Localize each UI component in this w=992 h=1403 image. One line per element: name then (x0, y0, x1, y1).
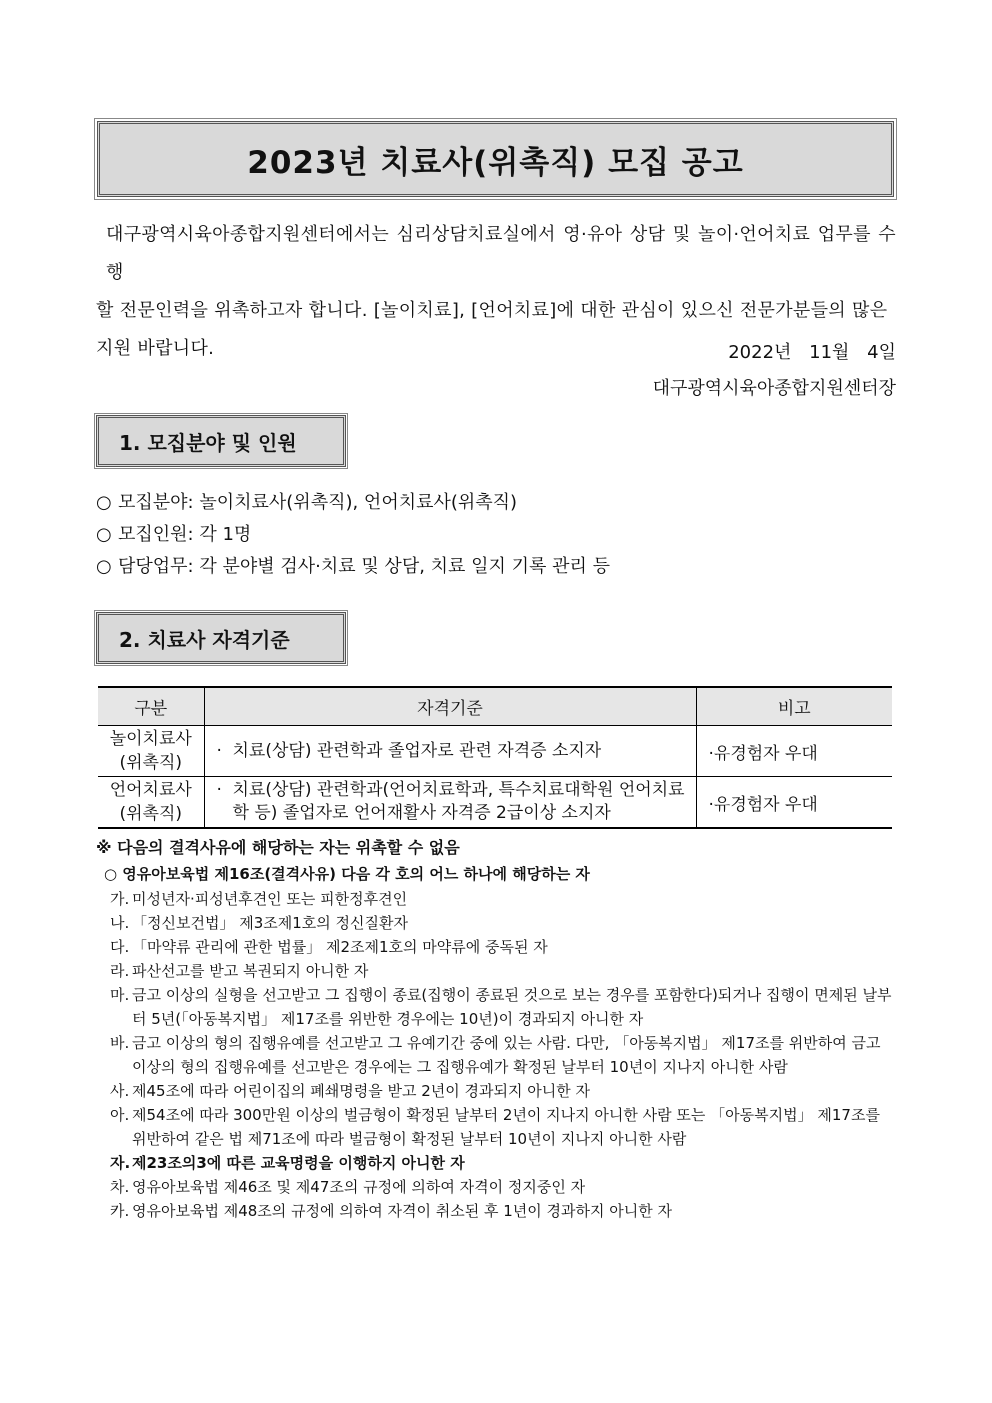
item-text: 영유아보육법 제48조의 규정에 의하여 자격이 취소된 후 1년이 경과하지 아니한 자 (132, 1202, 672, 1220)
item-text: 「정신보건법」 제3조제1호의 정신질환자 (132, 914, 408, 932)
qualification-table (98, 686, 892, 829)
criteria-text: 치료(상담) 관련학과(언어치료학과, 특수치료대학원 언어치료학 등) 졸업자로 언어재활사 자격증 2급이상 소지자 (232, 780, 685, 823)
item-marker: 다. (110, 938, 130, 956)
item-text: 파산선고를 받고 복권되지 아니한 자 (132, 962, 369, 980)
bullet-text: 담당업무: 각 분야별 검사·치료 및 상담, 치료 일지 기록 관리 등 (118, 556, 611, 577)
dot-bullet-icon: · (708, 794, 714, 815)
dot-bullet-icon: · (708, 743, 714, 764)
criteria-cell (204, 777, 696, 829)
intro-line-2: 할 전문인력을 위촉하고자 합니다. [놀이치료], [언어치료]에 대한 관심이 있으신 전문가분들의 많은 (96, 300, 888, 321)
item-marker: 라. (110, 962, 130, 980)
category-type: (위촉직) (119, 804, 183, 824)
table-header-row (98, 687, 892, 726)
criteria-text: 치료(상담) 관련학과 졸업자로 관련 자격증 소지자 (232, 740, 602, 761)
disqualification-subheading: ○ 영유아보육법 제16조(결격사유) 다음 각 호의 어느 하나에 해당하는 자 (104, 865, 590, 883)
item-text: 영유아보육법 제46조 및 제47조의 규정에 의하여 자격이 정지중인 자 (132, 1178, 586, 1196)
disqualification-heading: ※ 다음의 결격사유에 해당하는 자는 위촉할 수 없음 (96, 838, 460, 857)
circle-bullet-icon: ○ (96, 524, 112, 545)
disqualification-list (96, 887, 896, 1223)
disqualification-section (96, 835, 896, 1223)
section-1-heading: 1. 모집분야 및 인원 (96, 415, 346, 467)
list-item (110, 1175, 896, 1199)
list-item (110, 959, 896, 983)
issuing-organization: 대구광역시육아종합지원센터장 (652, 378, 896, 399)
list-item (110, 935, 896, 959)
bullet-item (96, 551, 610, 583)
bullet-item (96, 519, 610, 551)
note-cell (696, 726, 892, 777)
list-item (110, 1103, 896, 1151)
list-item (110, 983, 896, 1031)
item-marker: 차. (110, 1178, 130, 1196)
list-item (110, 1031, 896, 1079)
category-cell (98, 726, 204, 777)
intro-line-3: 지원 바랍니다. (96, 338, 215, 359)
item-marker: 나. (110, 914, 130, 932)
column-header-note: 비고 (696, 687, 892, 726)
table-row (98, 777, 892, 829)
note-text: 유경험자 우대 (713, 794, 818, 815)
item-text: 금고 이상의 실형을 선고받고 그 집행이 종료(집행이 종료된 것으로 보는 경우를 포함한다)되거나 집행이 면제된 날부터 5년(「아동복지법」 제17조를 위반한 경우에는 10년)이 경과되지 아니한 자 (132, 986, 892, 1028)
column-header-criteria: 자격기준 (204, 687, 696, 726)
section-2-heading: 2. 치료사 자격기준 (96, 612, 346, 664)
bullet-text: 모집분야: 놀이치료사(위촉직), 언어치료사(위촉직) (118, 492, 518, 513)
list-item (110, 887, 896, 911)
dot-bullet-icon: · (216, 780, 222, 800)
item-text: 「마약류 관리에 관한 법률」 제2조제1호의 마약류에 중독된 자 (132, 938, 548, 956)
item-marker: 자. (110, 1154, 131, 1172)
list-item (110, 1079, 896, 1103)
circle-bullet-icon: ○ (96, 492, 112, 513)
item-marker: 사. (110, 1082, 130, 1100)
item-text: 금고 이상의 형의 집행유예를 선고받고 그 유예기간 중에 있는 사람. 다만, 「아동복지법」 제17조를 위반하여 금고 이상의 형의 집행유예를 선고받은 경우에는 그 집행유예가 확정된 날부터 10년이 지나지 아니한 사람 (132, 1034, 881, 1076)
note-cell (696, 777, 892, 829)
category-cell (98, 777, 204, 829)
item-marker: 카. (110, 1202, 130, 1220)
item-text: 제54조에 따라 300만원 이상의 벌금형이 확정된 날부터 2년이 지나지 아니한 사람 또는 「아동복지법」 제17조를 위반하여 같은 법 제71조에 따라 벌금형이 확정된 날부터 10년이 지나지 아니한 사람 (132, 1106, 880, 1148)
item-marker: 가. (110, 890, 130, 908)
list-item (110, 1199, 896, 1223)
item-text: 미성년자·피성년후견인 또는 피한정후견인 (132, 890, 408, 908)
category-type: (위촉직) (119, 753, 183, 773)
criteria-cell (204, 726, 696, 777)
category-name: 언어치료사 (109, 780, 192, 800)
note-text: 유경험자 우대 (713, 743, 818, 764)
table-row (98, 726, 892, 777)
page-title: 2023년 치료사(위촉직) 모집 공고 (97, 121, 894, 197)
item-marker: 아. (110, 1106, 130, 1124)
bullet-text: 모집인원: 각 1명 (118, 524, 252, 545)
column-header-category: 구분 (98, 687, 204, 726)
item-text: 제45조에 따라 어린이집의 폐쇄명령을 받고 2년이 경과되지 아니한 자 (132, 1082, 591, 1100)
list-item (110, 911, 896, 935)
announcement-date: 2022년 11월 4일 (728, 342, 896, 363)
bullet-item (96, 487, 610, 519)
item-marker: 마. (110, 986, 130, 1004)
intro-line-1: 대구광역시육아종합지원센터에서는 심리상담치료실에서 영·유아 상담 및 놀이·언어치료 업무를 수행 (106, 224, 896, 283)
item-marker: 바. (110, 1034, 130, 1052)
recruitment-bullets (96, 487, 610, 583)
category-name: 놀이치료사 (109, 729, 192, 749)
list-item (110, 1151, 896, 1175)
item-text: 제23조의3에 따른 교육명령을 이행하지 아니한 자 (132, 1154, 465, 1172)
circle-bullet-icon: ○ (96, 556, 112, 577)
dot-bullet-icon: · (216, 740, 222, 761)
